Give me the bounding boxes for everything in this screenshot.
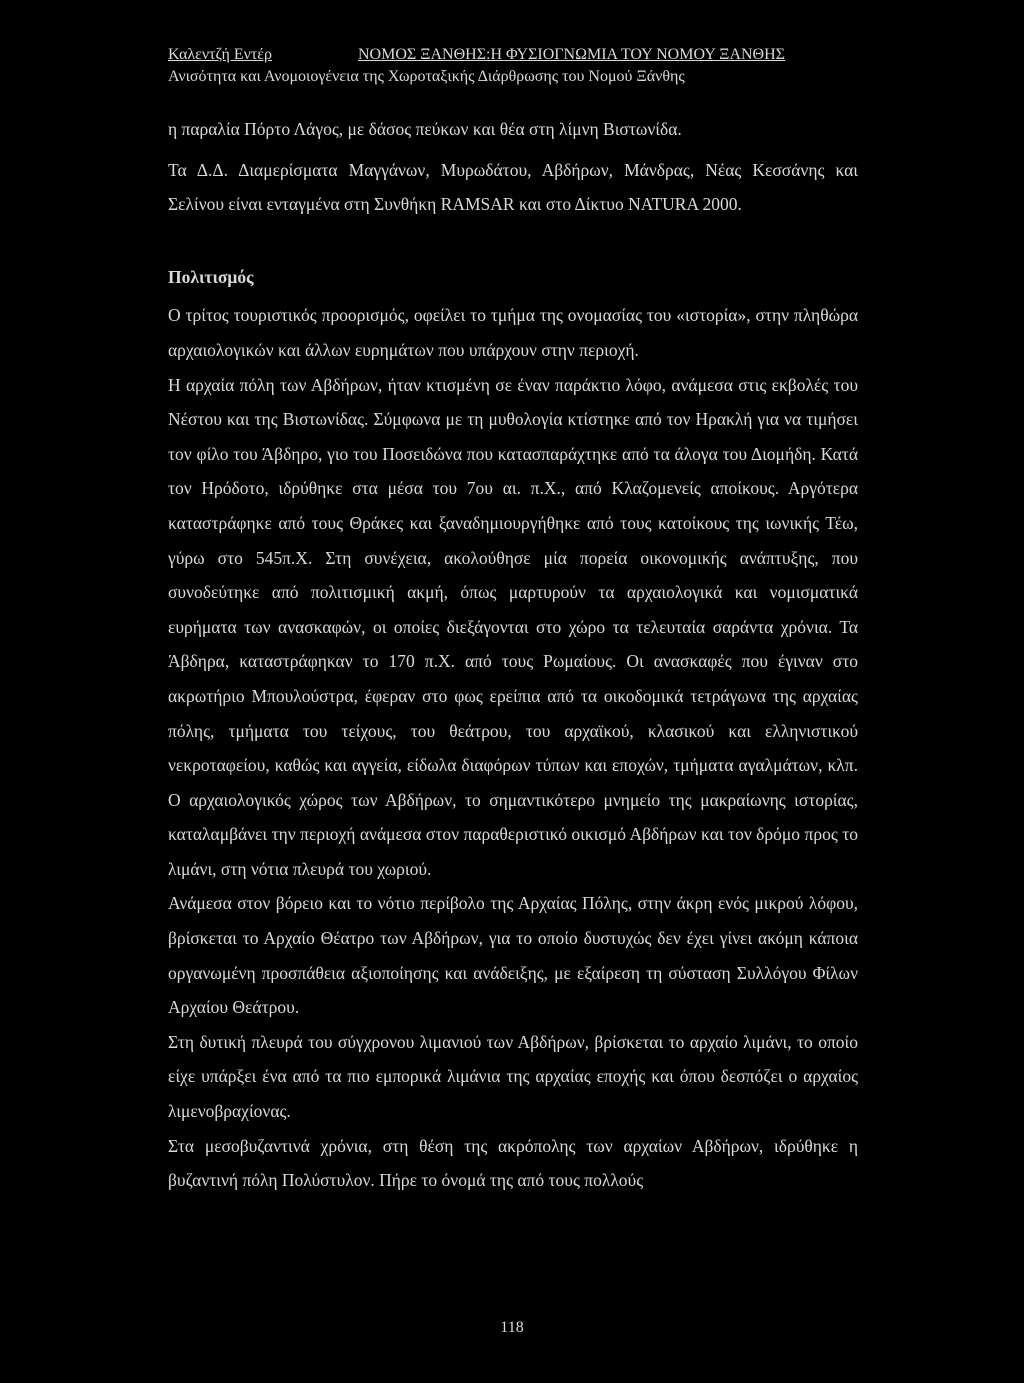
body-text xyxy=(168,112,858,1198)
paragraph-1: Ο τρίτος τουριστικός προορισμός, οφείλει το τμήμα της ονομασίας του «ιστορία», στην πληθώρα αρχαιολογικών και άλλων ευρημάτων που υπάρχουν στην περιοχή. xyxy=(168,305,858,360)
page-number: 118 xyxy=(500,1319,524,1336)
header-top-line xyxy=(168,44,868,66)
paragraph-3: Ανάμεσα στον βόρειο και το νότιο περίβολο της Αρχαίας Πόλης, στην άκρη ενός μικρού λόφου, βρίσκεται το Αρχαίο Θέατρο των Αβδήρων, για το οποίο δυστυχώς δεν έχει γίνει ακόμη κάποια οργανωμένη προσπάθεια αξιοποίησης και ανάδειξης, με εξαίρεση τη σύσταση Συλλόγου Φίλων Αρχαίου Θεάτρου. xyxy=(168,893,858,1018)
paragraph-5: Στα μεσοβυζαντινά χρόνια, στη θέση της ακρόπολης των αρχαίων Αβδήρων, ιδρύθηκε η βυζαντινή πόλη Πολύστυλον. Πήρε το όνομά της από τους πολλούς xyxy=(168,1135,858,1191)
header-subtitle: Ανισότητα και Ανομοιογένεια της Χωροταξικής Διάρθρωσης του Νομού Ξάνθης xyxy=(168,68,685,85)
header-title: ΝΟΜΟΣ ΞΑΝΘΗΣ:Η ΦΥΣΙΟΓΝΩΜΙΑ ΤΟΥ ΝΟΜΟΥ ΞΑΝΘΗΣ xyxy=(358,46,785,63)
page-header xyxy=(168,44,868,88)
header-author: Καλεντζή Εντέρ xyxy=(168,46,272,63)
ramsar-paragraph: Τα Δ.Δ. Διαμερίσματα Μαγγάνων, Μυρωδάτου, Αβδήρων, Μάνδρας, Νέας Κεσσάνης και Σελίνου είναι ενταγμένα στη Συνθήκη RAMSAR και στο Δίκτυο NATURA 2000. xyxy=(168,159,858,215)
paragraph-2: Η αρχαία πόλη των Αβδήρων, ήταν κτισμένη σε έναν παράκτιο λόφο, ανάμεσα στις εκβολές του Νέστου και της Βιστωνίδας. Σύμφωνα με τη μυθολογία κτίστηκε από τον Ηρακλή για να τιμήσει τον φίλο του Άβδηρο, γιο του Ποσειδώνα που κατασπαράχτηκε από τα άλογα του Διομήδη. Κατά τον Ηρόδοτο, ιδρύθηκε στα μέσα του 7ου αι. π.Χ., από Κλαζομενείς αποίκους. Αργότερα καταστράφηκε από τους Θράκες και ξαναδημιουργήθηκε από τους κατοίκους της ιωνικής Τέω, γύρω στο 545π.Χ. Στη συνέχεια, ακολούθησε μία πορεία οικονομικής ανάπτυξης, που συνοδεύτηκε από πολιτισμική ακμή, όπως μαρτυρούν τα αρχαιολογικά και νομισματικά ευρήματα των ανασκαφών, οι οποίες διεξάγονται στο χώρο τα τελευταία σαράντα χρόνια. Τα Άβδηρα, καταστράφηκαν το 170 π.Χ. από τους Ρωμαίους. Οι ανασκαφές που έγιναν στο ακρωτήριο Μπουλούστρα, έφεραν στο φως ερείπια από τα οικοδομικά τετράγωνα της αρχαίας πόλης, τμήματα του τείχους, του θεάτρου, του αρχαϊκού, κλασικού και ελληνιστικού νεκροταφείου, καθώς και αγγεία, είδωλα διαφόρων τύπων και εποχών, τμήματα αγαλμάτων, κλπ. Ο αρχαιολογικός χώρος των Αβδήρων, το σημαντικότερο μνημείο της μακραίωνης ιστορίας, καταλαμβάνει την περιοχή ανάμεσα στον παραθεριστικό οικισμό Αβδήρων και τον δρόμο προς το λιμάνι, στη νότια πλευρά του χωριού. xyxy=(168,374,858,879)
paragraph-4: Στη δυτική πλευρά του σύγχρονου λιμανιού των Αβδήρων, βρίσκεται το αρχαίο λιμάνι, το οποίο είχε υπάρξει ένα από τα πιο εμπορικά λιμάνια της αρχαίας εποχής και όπου δεσπόζει ο αρχαίος λιμενοβραχίονας. xyxy=(168,1031,858,1122)
section-heading: Πολιτισμός xyxy=(168,266,254,287)
intro-line: η παραλία Πόρτο Λάγος, με δάσος πεύκων και θέα στη λίμνη Βιστωνίδα. xyxy=(168,119,682,139)
